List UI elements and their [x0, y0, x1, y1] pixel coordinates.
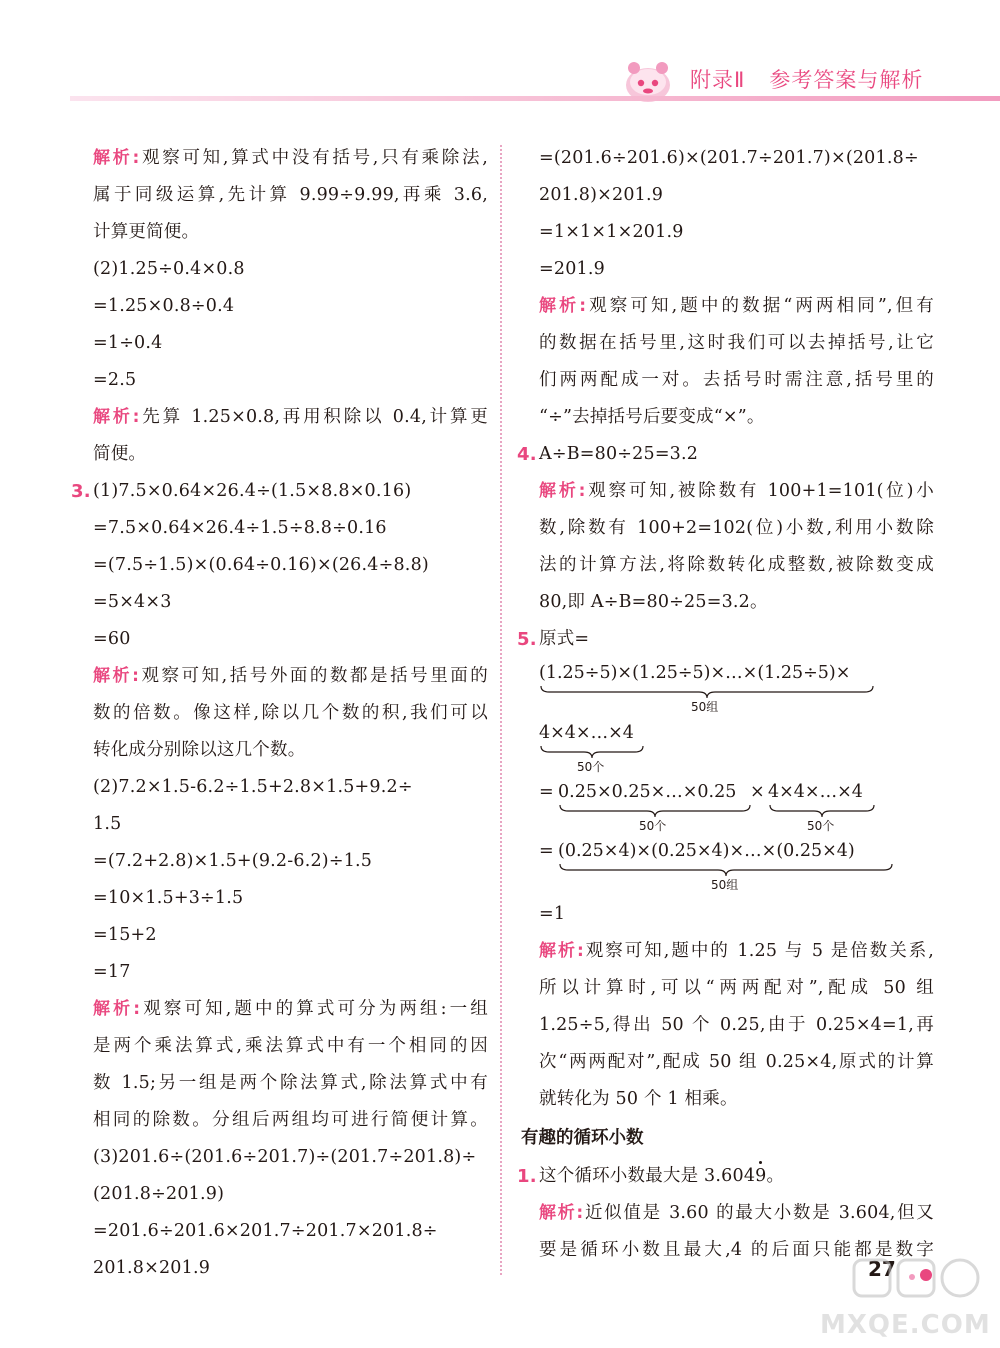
text-line: 次“两两配对”,配成 50 组 0.25×4,原式的计算: [539, 1052, 934, 1072]
text-line: 数,除数有 100+2=102(位)小数,利用小数除: [539, 518, 934, 538]
text-line: 数 1.5;另一组是两个除法算式,除法算式中有: [93, 1073, 488, 1093]
analysis-text: 观察可知,括号外面的数都是括号里面的: [139, 666, 488, 686]
equation-text: (1)7.5×0.64×26.4÷(1.5×8.8×0.16): [93, 481, 412, 501]
text-line: [93, 140, 488, 177]
text-line: [539, 933, 934, 970]
text-line: “÷”去掉括号后要变成“×”。: [539, 407, 765, 427]
analysis-text: 观察可知,题中的算式可分为两组:一组: [140, 999, 489, 1019]
section-title: 有趣的循环小数: [521, 1128, 644, 1148]
analysis-label: 解析:: [539, 1203, 584, 1223]
text-line: 计算更简便。: [93, 222, 200, 242]
left-column: [71, 140, 489, 1287]
analysis-label: 解析:: [539, 941, 584, 961]
brace-expression: (0.25×4)×(0.25×4)×…×(0.25×4): [558, 841, 855, 861]
analysis-text: 观察可知,算式中没有括号,只有乘除法,: [139, 148, 488, 168]
text-line: 所以计算时,可以“两两配对”,配成 50 组: [539, 978, 934, 998]
equation-line: =(201.6÷201.6)×(201.7÷201.7)×(201.8÷: [539, 148, 919, 168]
appendix-label: 附录Ⅱ: [690, 68, 746, 92]
brace-equation: [539, 718, 934, 777]
equation-line: =7.5×0.64×26.4÷1.5÷8.8÷0.16: [93, 518, 387, 538]
text-line: [93, 658, 488, 695]
answer-text: 这个循环小数最大是 3.604: [539, 1166, 756, 1186]
equation-line: 201.8×201.9: [93, 1258, 211, 1278]
equation-line: =(7.5÷1.5)×(0.64÷0.16)×(26.4÷8.8): [93, 555, 429, 575]
text-line: 属于同级运算,先计算 9.99÷9.99,再乘 3.6,: [93, 185, 488, 205]
text-line: [93, 991, 488, 1028]
header-band: [70, 96, 1000, 101]
brace-label: 50个: [807, 819, 835, 833]
text-line: [539, 288, 934, 325]
text-line: 的数据在括号里,这时我们可以去掉括号,让它: [539, 333, 934, 353]
brace-label: 50个: [577, 760, 605, 774]
equation-line: (3)201.6÷(201.6÷201.7)÷(201.7÷201.8)÷: [93, 1147, 477, 1167]
brace-equation: [539, 836, 934, 896]
analysis-label: 解析:: [93, 407, 140, 427]
text-line: 1.25÷5,得出 50 个 0.25,由于 0.25×4=1,再: [539, 1015, 934, 1035]
text-line: 们两两配成一对。去括号时需注意,括号里的: [539, 370, 934, 390]
times-sign: ×: [750, 782, 765, 802]
equation-line: 201.8)×201.9: [539, 185, 664, 205]
equation-line: (201.8÷201.9): [93, 1184, 225, 1204]
question-number: 3.: [71, 481, 91, 502]
equation-text: 原式=: [539, 629, 590, 649]
analysis-label: 解析:: [539, 296, 587, 316]
analysis-text: 观察可知,题中的数据“两两相同”,但有: [586, 296, 934, 316]
text-line: 转化成分别除以这几个数。: [93, 740, 306, 760]
equation-line: =5×4×3: [93, 592, 172, 612]
text-line: 是两个乘法算式,乘法算式中有一个相同的因: [93, 1036, 488, 1056]
question-number: 4.: [517, 444, 537, 465]
equation-line: (2)7.2×1.5-6.2÷1.5+2.8×1.5+9.2÷: [93, 777, 413, 797]
brace-label: 50个: [639, 819, 667, 833]
page-header: [0, 0, 1000, 110]
text-line: 数的倍数。像这样,除以几个数的积,我们可以: [93, 703, 488, 723]
text-line: [539, 473, 934, 510]
equation-line: [517, 436, 934, 473]
brace-label: 50组: [691, 700, 719, 714]
equation-line: [71, 473, 488, 510]
question-number: 1.: [517, 1166, 537, 1187]
watermark-logo-icon: [852, 1250, 982, 1308]
equation-line: [517, 621, 934, 658]
equation-line: (2)1.25÷0.4×0.8: [93, 259, 245, 279]
text-line: 要是循环小数且最大,4 的后面只能都是数字: [539, 1240, 934, 1260]
question-number: 5.: [517, 629, 537, 650]
equation-line: =(7.2+2.8)×1.5+(9.2-6.2)÷1.5: [93, 851, 373, 871]
header-title: [690, 64, 923, 96]
brace-expression: 4×4×…×4: [768, 782, 863, 802]
equation-line: =1: [539, 904, 566, 924]
brace-label: 50组: [711, 878, 739, 892]
text-line: 相同的除数。分组后两组均可进行简便计算。: [93, 1110, 488, 1130]
text-line: [539, 1195, 934, 1232]
equation-line: =2.5: [93, 370, 137, 390]
equation-line: 1.5: [93, 814, 122, 834]
analysis-text: 近似值是 3.60 的最大小数是 3.604,但又: [583, 1203, 934, 1223]
equation-line: [517, 1158, 934, 1195]
equation-line: =1×1×1×201.9: [539, 222, 684, 242]
brace-expression: (1.25÷5)×(1.25÷5)×…×(1.25÷5)×: [539, 663, 851, 683]
watermark: [812, 1250, 992, 1345]
analysis-text: 先算 1.25×0.8,再用积除以 0.4,计算更: [139, 407, 488, 427]
text-line: 法的计算方法,将除数转化成整数,被除数变成: [539, 555, 934, 575]
section-heading: 参考答案与解析: [769, 68, 924, 92]
text-line: 80,即 A÷B=80÷25=3.2。: [539, 592, 768, 612]
right-column: [517, 140, 934, 1269]
text-line: [93, 399, 488, 436]
equation-line: =201.9: [539, 259, 605, 279]
text-line: 简便。: [93, 444, 147, 464]
analysis-label: 解析:: [539, 481, 586, 501]
brace-expression: 0.25×0.25×…×0.25: [558, 782, 737, 802]
watermark-text: MXQE.COM: [820, 1310, 991, 1340]
equation-line: =15+2: [93, 925, 157, 945]
equation-line: =60: [93, 629, 131, 649]
text-line: 就转化为 50 个 1 相乘。: [539, 1089, 738, 1109]
brace-expression: 4×4×…×4: [539, 723, 634, 743]
equation-line: =201.6÷201.6×201.7÷201.7×201.8÷: [93, 1221, 438, 1241]
brace-equation: [539, 658, 934, 718]
equation-text: A÷B=80÷25=3.2: [539, 444, 699, 464]
analysis-label: 解析:: [93, 666, 140, 686]
brace-equation: [539, 777, 934, 836]
equation-line: =10×1.5+3÷1.5: [93, 888, 244, 908]
repeating-digit: 9: [755, 1166, 767, 1186]
analysis-label: 解析:: [93, 999, 141, 1019]
equals-sign: =: [539, 782, 554, 802]
equation-line: =17: [93, 962, 131, 982]
analysis-label: 解析:: [93, 148, 140, 168]
answer-punct: 。: [766, 1166, 785, 1186]
page-number: 27: [868, 1257, 896, 1281]
equation-line: =1÷0.4: [93, 333, 163, 353]
column-divider: [500, 145, 502, 1275]
analysis-text: 观察可知,被除数有 100+1=101(位)小: [585, 481, 934, 501]
equation-line: =1.25×0.8÷0.4: [93, 296, 235, 316]
analysis-text: 观察可知,题中的 1.25 与 5 是倍数关系,: [584, 941, 934, 961]
equals-sign: =: [539, 841, 554, 861]
